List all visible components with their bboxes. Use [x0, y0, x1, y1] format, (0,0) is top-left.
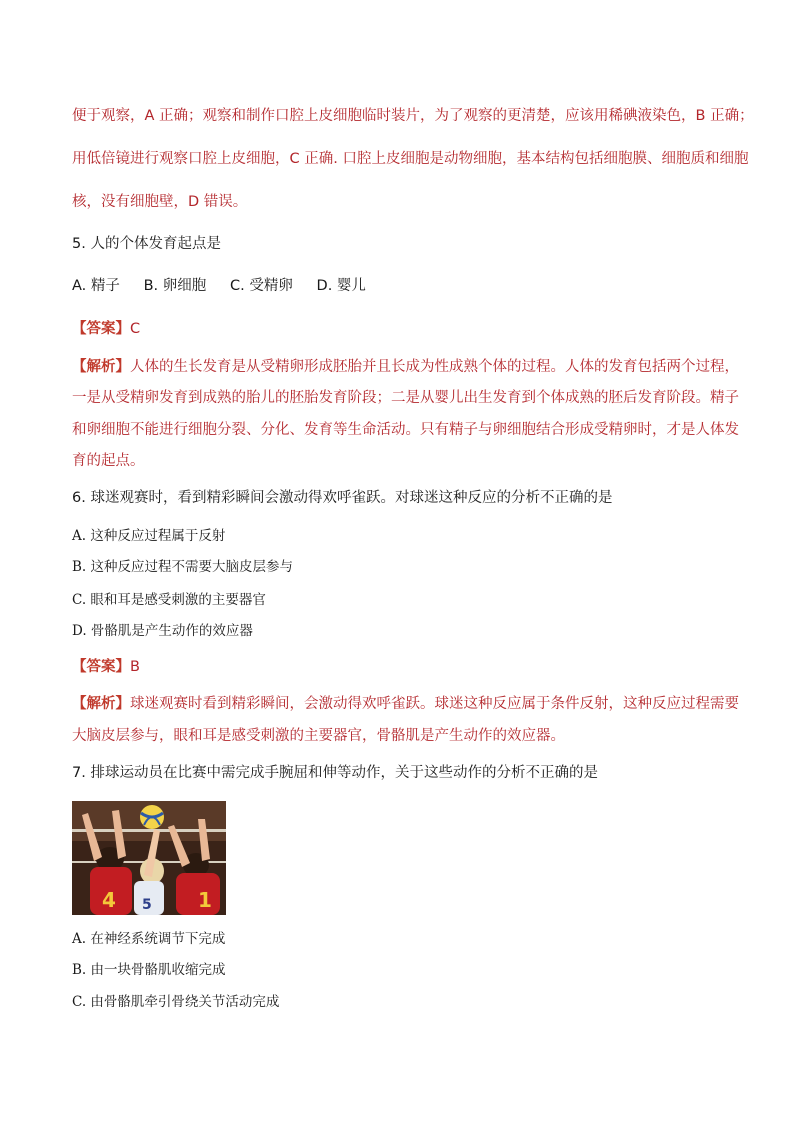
- player-number-5: 5: [142, 897, 152, 913]
- q6-option-d: D. 骨骼肌是产生动作的效应器: [72, 623, 253, 639]
- answer-tag: 【答案】: [72, 659, 130, 675]
- answer-value: C: [130, 321, 141, 337]
- analysis-text: 球迷观赛时看到精彩瞬间，会激动得欢呼雀跃。球迷这种反应属于条件反射，这种反应过程需要: [130, 696, 739, 712]
- q5-analysis-line-1: [72, 357, 739, 377]
- q5-options: A. 精子 B. 卵细胞 C. 受精卵 D. 婴儿: [72, 278, 366, 294]
- q5-answer: [72, 319, 140, 339]
- answer-tag: 【答案】: [72, 321, 130, 337]
- volleyball-photo: [72, 801, 226, 915]
- q7-option-b: B. 由一块骨骼肌收缩完成: [72, 962, 226, 978]
- q7-option-a: A. 在神经系统调节下完成: [72, 931, 226, 947]
- analysis-text: 人体的生长发育是从受精卵形成胚胎并且长成为性成熟个体的过程。人体的发育包括两个过程，: [130, 359, 739, 375]
- q6-option-c: C. 眼和耳是感受刺激的主要器官: [72, 592, 266, 608]
- q6-option-a: A. 这种反应过程属于反射: [72, 528, 226, 544]
- q6-option-b: B. 这种反应过程不需要大脑皮层参与: [72, 559, 294, 575]
- analysis-tag: 【解析】: [72, 359, 130, 375]
- q5-analysis-line-3: 和卵细胞不能进行细胞分裂、分化、发育等生命活动。只有精子与卵细胞结合形成受精卵时，才是人体发: [72, 422, 739, 438]
- q5-analysis-line-4: 育的起点。: [72, 453, 145, 469]
- player-number-1: 1: [198, 888, 212, 912]
- q6-analysis-line-1: [72, 694, 739, 714]
- q6-analysis-line-2: 大脑皮层参与，眼和耳是感受刺激的主要器官，骨骼肌是产生动作的效应器。: [72, 728, 565, 744]
- q5-stem: 5. 人的个体发育起点是: [72, 236, 221, 252]
- q6-answer: [72, 657, 140, 677]
- continuation-line-1: 便于观察，A 正确；观察和制作口腔上皮细胞临时装片，为了观察的更清楚，应该用稀碘液染色，B 正确；: [72, 108, 754, 124]
- q7-stem: 7. 排球运动员在比赛中需完成手腕屈和伸等动作，关于这些动作的分析不正确的是: [72, 765, 598, 781]
- q6-stem: 6. 球迷观赛时，看到精彩瞬间会激动得欢呼雀跃。对球迷这种反应的分析不正确的是: [72, 490, 613, 506]
- player-number-4: 4: [102, 888, 116, 912]
- analysis-tag: 【解析】: [72, 696, 130, 712]
- continuation-line-2: 用低倍镜进行观察口腔上皮细胞，C 正确. 口腔上皮细胞是动物细胞，基本结构包括细胞膜、细胞质和细胞: [72, 151, 749, 167]
- q7-option-c: C. 由骨骼肌牵引骨绕关节活动完成: [72, 994, 280, 1010]
- answer-value: B: [130, 659, 140, 675]
- q5-analysis-line-2: 一是从受精卵发育到成熟的胎儿的胚胎发育阶段；二是从婴儿出生发育到个体成熟的胚后发育阶段。精子: [72, 390, 739, 406]
- continuation-line-3: 核，没有细胞壁，D 错误。: [72, 194, 248, 210]
